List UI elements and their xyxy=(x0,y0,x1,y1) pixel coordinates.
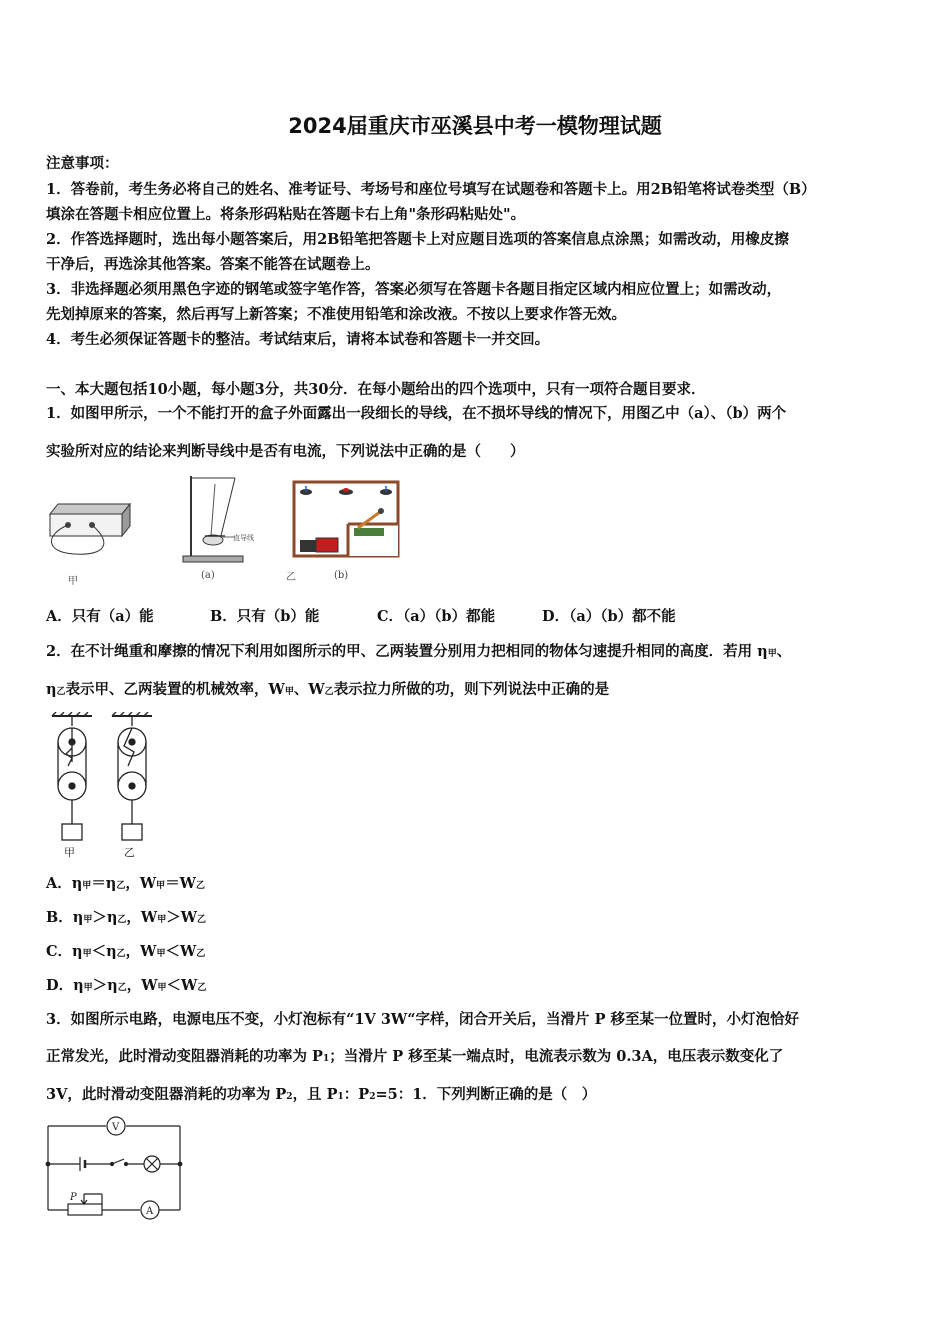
notice-line: 干净后，再选涂其他答案。答案不能答在试题卷上。 xyxy=(46,256,380,273)
notice-line: 3．非选择题必须用黑色字迹的钢笔或签字笔作答，答案必须写在答题卡各题目指定区域内相应位置上；如需改动， xyxy=(46,281,782,298)
notice-line: 填涂在答题卡相应位置上。将条形码粘贴在答题卡右上角"条形码粘贴处"。 xyxy=(46,206,526,223)
q1-figure-a xyxy=(175,470,270,585)
q2-option-b[interactable]: B．η甲＞η乙，W甲＞W乙 xyxy=(46,909,207,926)
q2-figure-pulleys xyxy=(50,712,160,862)
q2-text-line: 2．在不计绳重和摩擦的情况下利用如图所示的甲、乙两装置分别用力把相同的物体匀速提升相同的高度．若用 η甲、 xyxy=(46,643,792,660)
q1-figure-a-label: (a) xyxy=(201,570,215,581)
q1-figure-b xyxy=(278,470,408,585)
q1-text-line: 实验所对应的结论来判断导线中是否有电流，下列说法中正确的是（ ） xyxy=(46,443,525,460)
notice-line: 2．作答选择题时，选出每小题答案后，用2B铅笔把答题卡上对应题目选项的答案信息点涂黑；如需改动，用橡皮擦 xyxy=(46,231,789,248)
q1-figure-jia-label: 甲 xyxy=(68,576,78,587)
q1-figure-jia xyxy=(44,492,144,592)
q1-figure-b-label: (b) xyxy=(334,570,349,581)
pulley-jia-label: 甲 xyxy=(64,846,75,859)
q1-option-c[interactable]: C．（a）（b）都能 xyxy=(377,608,496,625)
q3-figure-circuit xyxy=(44,1114,189,1224)
voltmeter-label: V xyxy=(112,1122,120,1133)
ammeter-label: A xyxy=(146,1206,154,1217)
q1-option-a[interactable]: A．只有（a）能 xyxy=(46,608,154,625)
notice-line: 1．答卷前，考生务必将自己的姓名、准考证号、考场号和座位号填写在试题卷和答题卡上。用2B铅笔将试卷类型（B） xyxy=(46,181,816,198)
notice-line: 先划掉原来的答案，然后再写上新答案；不准使用铅笔和涂改液。不按以上要求作答无效。 xyxy=(46,306,626,323)
pulley-yi-label: 乙 xyxy=(124,846,135,859)
q3-text-line: 正常发光，此时滑动变阻器消耗的功率为 P1；当滑片 P 移至某一端点时，电流表示数为 0.3A，电压表示数变化了 xyxy=(46,1048,784,1065)
pulley-yi xyxy=(112,712,152,859)
q2-text-line: η乙表示甲、乙两装置的机械效率，W甲、W乙表示拉力所做的功，则下列说法中正确的是 xyxy=(46,681,610,698)
slider-label: P xyxy=(70,1192,77,1203)
q1-option-b[interactable]: B．只有（b）能 xyxy=(210,608,320,625)
q2-option-d[interactable]: D．η甲＞η乙，W甲＜W乙 xyxy=(46,977,207,994)
q1-figure-a-wire-label: 直导线 xyxy=(233,534,254,542)
q3-text-line: 3．如图所示电路，电源电压不变，小灯泡标有“1V 3W“字样，闭合开关后，当滑片 P 移至某一位置时，小灯泡恰好 xyxy=(46,1011,800,1028)
pulley-jia xyxy=(52,712,92,859)
q2-option-c[interactable]: C．η甲＜η乙，W甲＜W乙 xyxy=(46,943,206,960)
notice-heading: 注意事项： xyxy=(46,155,119,172)
section-heading: 一、本大题包括10小题，每小题3分，共30分．在每小题给出的四个选项中，只有一项符合题目要求． xyxy=(46,381,706,398)
q3-text-line: 3V，此时滑动变阻器消耗的功率为 P2，且 P1：P2=5：1．下列判断正确的是（ ） xyxy=(46,1086,597,1103)
q1-option-d[interactable]: D．（a）（b）都不能 xyxy=(542,608,676,625)
notice-line: 4．考生必须保证答题卡的整洁。考试结束后，请将本试卷和答题卡一并交回。 xyxy=(46,331,550,348)
q1-text-line: 1．如图甲所示，一个不能打开的盒子外面露出一段细长的导线，在不损坏导线的情况下，用图乙中（a）、（b）两个 xyxy=(46,405,787,422)
q2-option-a[interactable]: A．η甲＝η乙，W甲＝W乙 xyxy=(46,875,205,892)
page-title: 2024届重庆市巫溪县中考一模物理试题 xyxy=(288,114,662,138)
q1-figure-yi-label: 乙 xyxy=(286,572,296,583)
